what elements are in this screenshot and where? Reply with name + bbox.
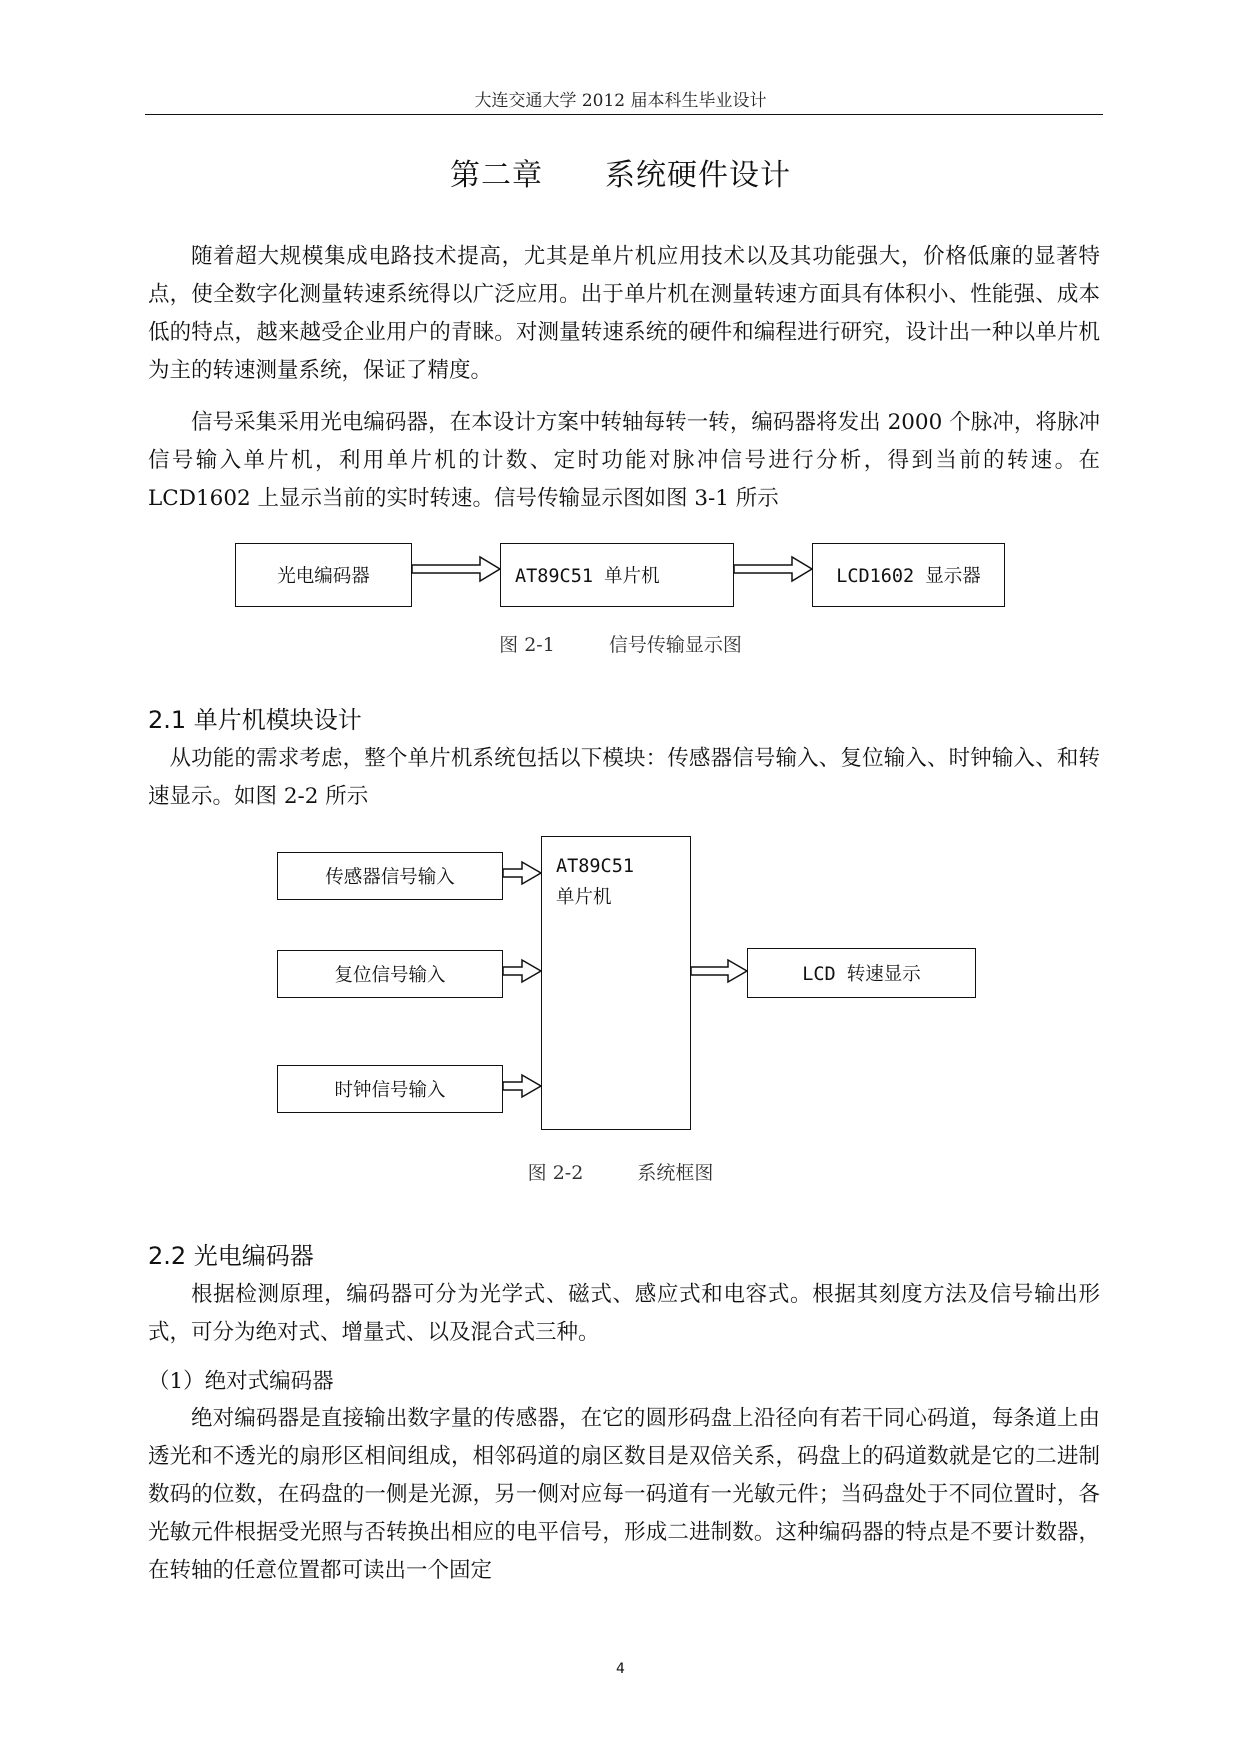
arrow-encoder-to-mcu <box>412 557 500 581</box>
page-number: 4 <box>616 1661 625 1677</box>
arrow-mcu-to-lcd-display <box>691 960 747 982</box>
box-clock-signal-input <box>277 1065 503 1113</box>
intro-paragraph-1: 随着超大规模集成电路技术提高，尤其是单片机应用技术以及其功能强大，价格低廉的显著特点，使全数字化测量转速系统得以广泛应用。出于单片机在测量转速方面具有体积小、性能强、成本低的特点，越来越受企业用户的青睐。对测量转速系统的硬件和编程进行研究，设计出一种以单片机为主的转速测量系统，保证了精度。 <box>148 244 1100 383</box>
box-label: 时钟信号输入 <box>334 1080 446 1101</box>
box-label: 传感器信号输入 <box>325 867 455 888</box>
section-2-2-paragraph-1: 根据检测原理，编码器可分为光学式、磁式、感应式和电容式。根据其刻度方法及信号输出形式，可分为绝对式、增量式、以及混合式三种。 <box>148 1282 1100 1345</box>
caption-text: 系统框图 <box>637 1162 714 1184</box>
chapter-name: 系统硬件设计 <box>605 158 791 193</box>
arrow-mcu-to-lcd <box>734 557 812 581</box>
figure-2-caption <box>0 1158 1241 1185</box>
arrow-sensor-to-mcu <box>503 862 541 884</box>
chapter-number: 第二章 <box>450 158 543 193</box>
section-2-2-paragraph-2: 绝对编码器是直接输出数字量的传感器，在它的圆形码盘上沿径向有若干同心码道，每条道上由透光和不透光的扇形区相间组成，相邻码道的扇区数目是双倍关系，码盘上的码道数就是它的二进制数码的位数，在码盘的一侧是光源，另一侧对应每一码道有一光敏元件；当码盘处于不同位置时，各光敏元件根据受光照与否转换出相应的电平信号，形成二进制数。这种编码器的特点是不要计数器，在转轴的任意位置都可读出一个固定 <box>148 1406 1100 1583</box>
section-2-2-heading: 2.2 光电编码器 <box>148 1242 314 1270</box>
box-mcu-at89c51 <box>541 836 691 1130</box>
caption-number: 图 2-2 <box>527 1162 584 1184</box>
box-label: AT89C51 单片机 <box>515 566 660 587</box>
caption-text: 信号传输显示图 <box>608 634 742 656</box>
box-label: LCD1602 显示器 <box>836 566 981 587</box>
mcu-label-line-1: AT89C51 <box>556 856 634 877</box>
caption-number: 图 2-1 <box>499 634 555 656</box>
box-reset-signal-input <box>277 950 503 998</box>
arrow-reset-to-mcu <box>503 960 541 982</box>
section-2-1-paragraph: 从功能的需求考虑，整个单片机系统包括以下模块：传感器信号输入、复位输入、时钟输入、和转速显示。如图 2-2 所示 <box>148 746 1100 809</box>
chapter-title <box>0 150 1241 194</box>
intro-paragraph-2: 信号采集采用光电编码器，在本设计方案中转轴每转一转，编码器将发出 2000 个脉冲，将脉冲信号输入单片机，利用单片机的计数、定时功能对脉冲信号进行分析，得到当前的转速。在 LCD1602 上显示当前的实时转速。信号传输显示图如图 3-1 所示 <box>148 410 1100 511</box>
header-rule <box>145 114 1103 115</box>
box-sensor-signal-input <box>277 852 503 900</box>
page-header: 大连交通大学 2012 届本科生毕业设计 <box>474 91 767 111</box>
box-label: LCD 转速显示 <box>802 964 921 985</box>
mcu-label-line-2: 单片机 <box>556 887 612 908</box>
box-label: 光电编码器 <box>277 566 370 587</box>
section-2-1-heading: 2.1 单片机模块设计 <box>148 706 362 734</box>
box-photoelectric-encoder <box>235 543 412 607</box>
list-item-absolute-encoder: （1）绝对式编码器 <box>148 1369 334 1394</box>
figure-1-caption <box>0 630 1241 657</box>
box-lcd1602-display <box>812 543 1005 607</box>
box-at89c51-mcu <box>500 543 734 607</box>
arrow-clock-to-mcu <box>503 1075 541 1097</box>
box-label: 复位信号输入 <box>334 965 446 986</box>
box-lcd-speed-display <box>747 948 976 998</box>
